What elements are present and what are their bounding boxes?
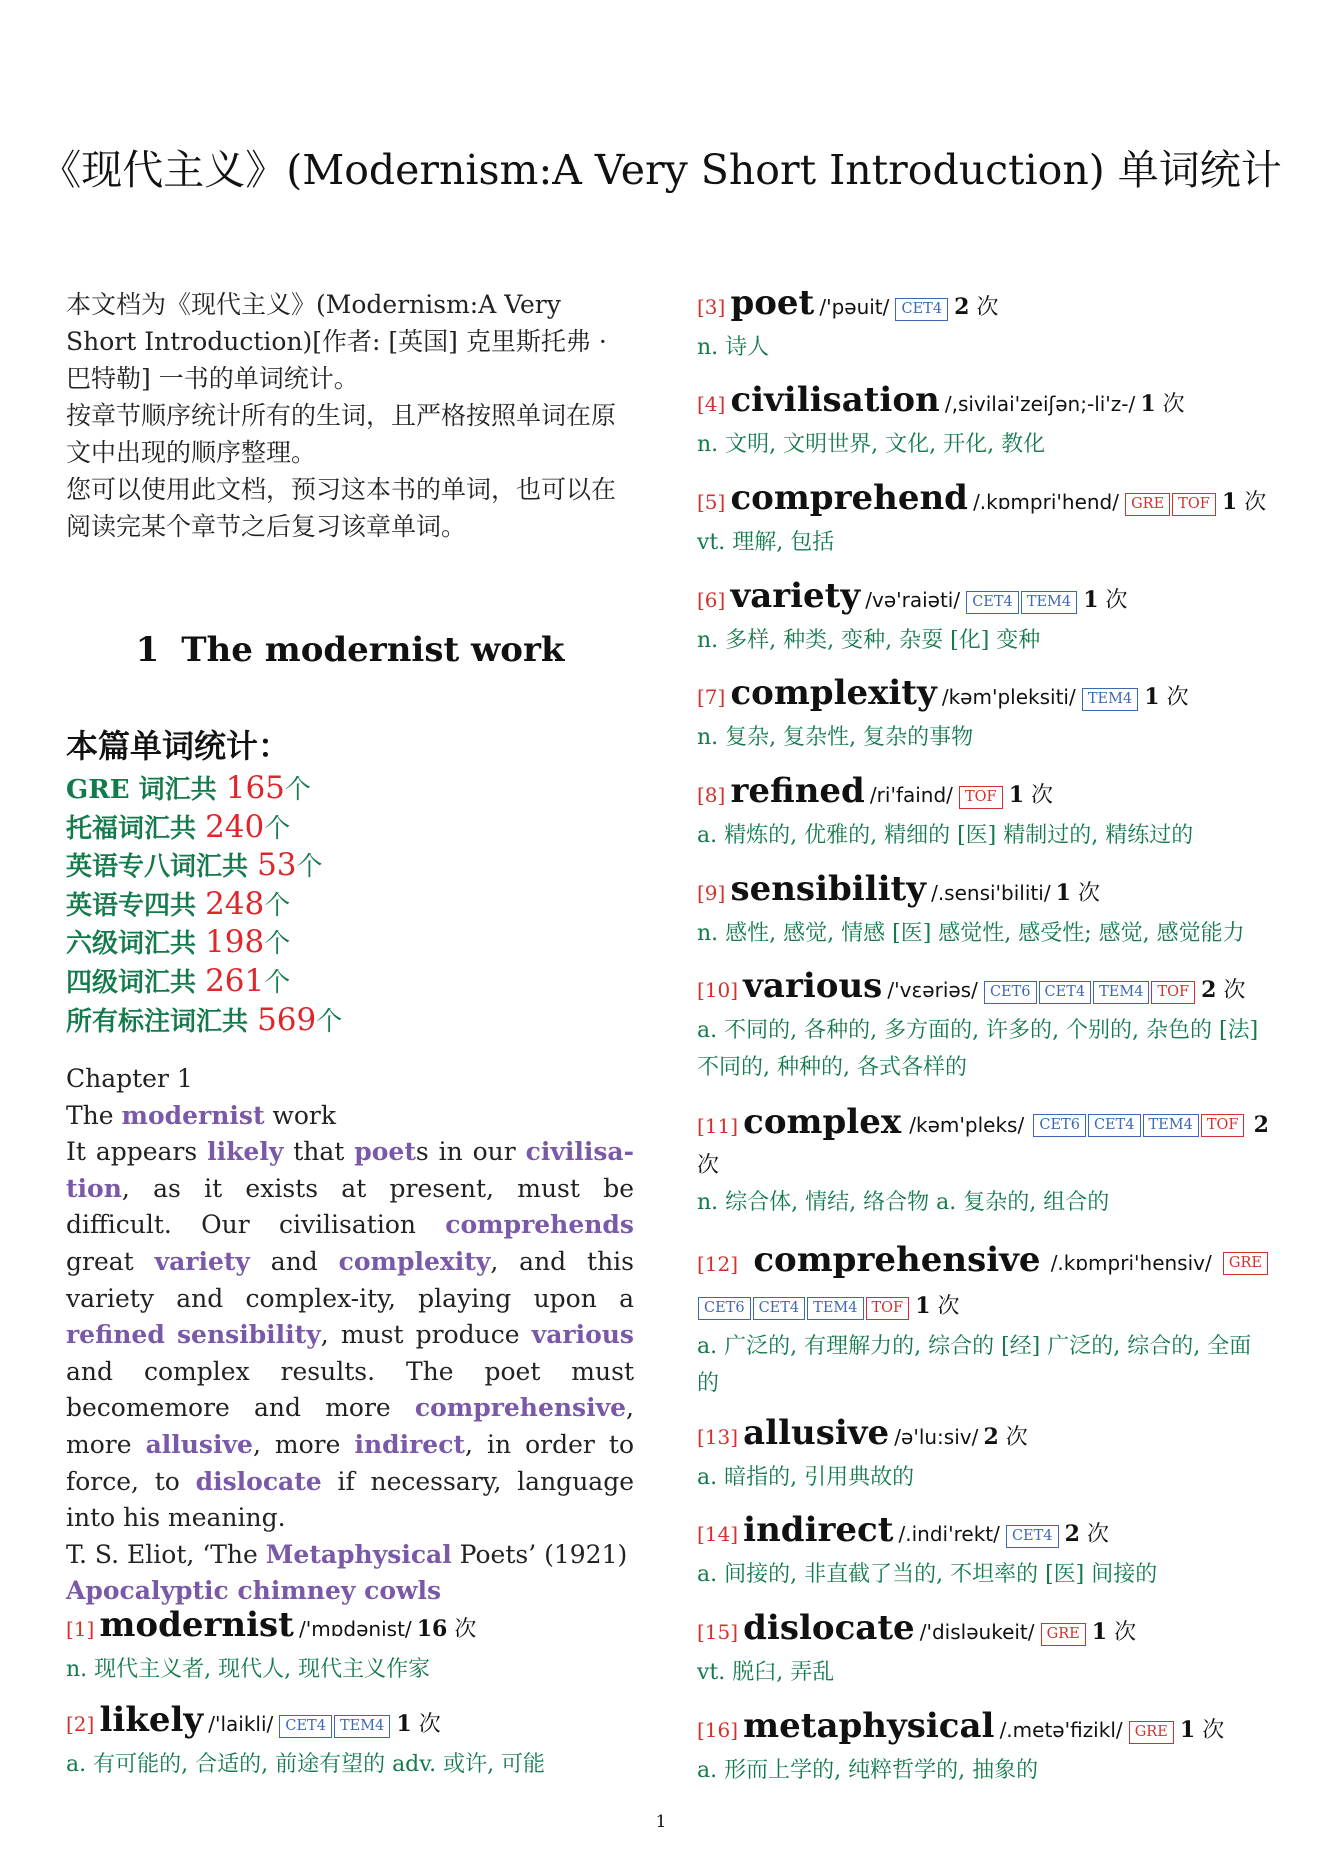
entry-definition: a. 有可能的, 合适的, 前途有望的 adv. 或许, 可能 xyxy=(66,1752,546,1777)
stat-row-toefl: 托福词汇共 240个 xyxy=(66,808,291,845)
entry-count: 1 xyxy=(1091,1619,1108,1645)
chapter-passage xyxy=(66,1061,634,1610)
entry-definition: n. 诗人 xyxy=(697,335,770,360)
entry-phonetic: /və'raiəti/ xyxy=(865,588,961,612)
chapter-heading xyxy=(66,625,634,675)
entry-index: [3] xyxy=(697,295,726,319)
entry-word: metaphysical xyxy=(743,1706,995,1746)
entry-count: 16 xyxy=(416,1616,448,1642)
entry-word: various xyxy=(743,966,883,1006)
tag-badge: GRE xyxy=(1125,493,1170,516)
intro-paragraph-3: 您可以使用此文档，预习这本书的单词，也可以在阅读完某个章节之后复习该章单词。 xyxy=(66,475,617,541)
entry-index: [13] xyxy=(697,1425,739,1449)
entry-word: comprehend xyxy=(730,478,968,518)
tag-badge: CET6 xyxy=(698,1297,751,1320)
entry-count: 1 xyxy=(1083,587,1099,613)
entry-definition: vt. 脱臼, 弄乱 xyxy=(697,1660,835,1685)
entry-index: [6] xyxy=(697,588,726,612)
entry-definition: n. 感性, 感觉, 情感 [医] 感觉性, 感受性; 感觉, 感觉能力 xyxy=(697,921,1245,946)
vocab-entry: [3] poet /'pəuit/ CET4 2 次 n. 诗人 xyxy=(697,283,1269,366)
intro-paragraph-2: 按章节顺序统计所有的生词，且严格按照单词在原文中出现的顺序整理。 xyxy=(66,401,617,467)
entry-phonetic: /.metə'fizikl/ xyxy=(999,1718,1123,1742)
tag-badge: TEM4 xyxy=(1143,1114,1199,1137)
entry-index: [9] xyxy=(697,881,726,905)
tag-badge: CET4 xyxy=(895,298,948,321)
entry-word: variety xyxy=(730,576,861,616)
entry-word: refined xyxy=(730,771,865,811)
stat-row-tem8: 英语专八词汇共 53个 xyxy=(66,847,323,884)
page-number: 1 xyxy=(655,1812,667,1832)
tag-badge: CET4 xyxy=(753,1297,806,1320)
entry-phonetic: /'pəuit/ xyxy=(819,295,890,319)
entry-phonetic: /ri'faind/ xyxy=(869,783,953,807)
word-statistics xyxy=(66,722,634,1040)
entry-index: [12] xyxy=(697,1252,739,1276)
vocab-entry: [8] refined /ri'faind/ TOF 1 次 a. 精炼的, 优雅的, 精细的 [医] 精制过的, 精练过的 xyxy=(697,771,1269,854)
vocab-entry: [16] metaphysical /.metə'fizikl/ GRE 1 次 a. 形而上学的, 纯粹哲学的, 抽象的 xyxy=(697,1706,1269,1789)
vocab-entry: [2] likely /'laikli/ CET4 TEM4 1 次 a. 有可能的, 合适的, 前途有望的 adv. 或许, 可能 xyxy=(66,1700,634,1783)
entry-definition: a. 形而上学的, 纯粹哲学的, 抽象的 xyxy=(697,1758,1039,1783)
vocab-entry: [13] allusive /ə'lu:siv/ 2 次 a. 暗指的, 引用典故的 xyxy=(697,1413,1269,1496)
tag-badge: TOF xyxy=(959,786,1003,809)
vocab-entry: [4] civilisation /,sivilai'zeiʃən;-li'z-/ 1 次 n. 文明, 文明世界, 文化, 开化, 教化 xyxy=(697,380,1269,463)
entry-index: [15] xyxy=(697,1620,739,1644)
intro-text xyxy=(66,286,634,545)
entry-definition: n. 多样, 种类, 变种, 杂耍 [化] 变种 xyxy=(697,628,1041,653)
entry-index: [1] xyxy=(66,1617,95,1641)
tag-badge: CET4 xyxy=(1006,1525,1059,1548)
tag-badge: CET4 xyxy=(1039,981,1092,1004)
entry-phonetic: /.kɒmpri'hensiv/ xyxy=(1050,1251,1212,1275)
vocab-entry: [14] indirect /.indi'rekt/ CET4 2 次 a. 间接的, 非直截了当的, 不坦率的 [医] 间接的 xyxy=(697,1510,1269,1593)
entry-definition: a. 不同的, 各种的, 多方面的, 许多的, 个别的, 杂色的 [法] 不同的, 种种的, 各式各样的 xyxy=(697,1018,1259,1080)
intro-paragraph-1: 本文档为《现代主义》(Modernism:A Very Short Introduction)[作者: [英国] 克里斯托弗 · 巴特勒] 一书的单词统计。 xyxy=(66,290,607,393)
stat-row-tem4: 英语专四共 248个 xyxy=(66,885,291,922)
entry-count: 1 xyxy=(1144,684,1160,710)
entry-phonetic: /,sivilai'zeiʃən;-li'z-/ xyxy=(944,392,1136,416)
tag-badge: GRE xyxy=(1041,1623,1086,1646)
entry-definition: a. 精炼的, 优雅的, 精细的 [医] 精制过的, 精练过的 xyxy=(697,823,1194,848)
entry-definition: n. 综合体, 情结, 络合物 a. 复杂的, 组合的 xyxy=(697,1190,1110,1215)
passage-quote: It appears likely that poets in our civilisa-tion, as it exists at present, must be difficult. Our civilisation comprehends great variety and complexity, and this variety and complex-ity, playing upon a refined sensibility, must produce various and complex results. The poet must becomemore and more comprehensive, more allusive, more indirect, in order to force, to dislocate if necessary, language into his meaning. xyxy=(66,1137,635,1533)
entry-index: [16] xyxy=(697,1718,739,1742)
stat-row-cet6: 六级词汇共 198个 xyxy=(66,924,291,961)
entry-definition: a. 暗指的, 引用典故的 xyxy=(697,1465,915,1490)
entry-index: [14] xyxy=(697,1522,739,1546)
entry-definition: n. 文明, 文明世界, 文化, 开化, 教化 xyxy=(697,432,1046,457)
vocab-entry: [5] comprehend /.kɒmpri'hend/ GRE TOF 1 次 vt. 理解, 包括 xyxy=(697,478,1269,561)
entry-word: poet xyxy=(730,283,815,323)
entry-count: 1 xyxy=(396,1711,412,1737)
tag-badge: TEM4 xyxy=(1021,591,1077,614)
tag-badge: CET6 xyxy=(1033,1114,1086,1137)
entry-word: civilisation xyxy=(730,380,940,420)
entry-index: [10] xyxy=(697,978,739,1002)
entry-count: 2 xyxy=(1201,977,1217,1003)
entry-count: 1 xyxy=(1179,1717,1196,1743)
entry-phonetic: /kəm'pleksiti/ xyxy=(941,685,1076,709)
entry-word: indirect xyxy=(743,1510,894,1550)
chapter-title: The modernist work xyxy=(181,630,565,670)
entry-definition: n. 现代主义者, 现代人, 现代主义作家 xyxy=(66,1657,431,1682)
entry-word: complex xyxy=(743,1102,902,1142)
passage-subheading: Apocalyptic chimney cowls xyxy=(66,1576,442,1606)
entry-index: [4] xyxy=(697,392,726,416)
entry-index: [2] xyxy=(66,1712,95,1736)
tag-badge: CET4 xyxy=(279,1715,332,1738)
entry-index: [11] xyxy=(697,1114,739,1138)
vocab-entry: [9] sensibility /.sensi'biliti/ 1 次 n. 感性, 感觉, 情感 [医] 感觉性, 感受性; 感觉, 感觉能力 xyxy=(697,869,1269,952)
entry-definition: a. 广泛的, 有理解力的, 综合的 [经] 广泛的, 综合的, 全面的 xyxy=(697,1334,1252,1396)
entry-count: 2 xyxy=(983,1424,999,1450)
tag-badge: GRE xyxy=(1223,1252,1268,1275)
entry-phonetic: /'vεəriəs/ xyxy=(887,978,978,1002)
entry-count: 2 xyxy=(954,294,970,320)
tag-badge: TEM4 xyxy=(1082,688,1138,711)
chapter-number: 1 xyxy=(135,630,160,670)
passage-citation: T. S. Eliot, ‘The Metaphysical Poets’ (1921) xyxy=(66,1539,628,1569)
entry-word: modernist xyxy=(99,1605,294,1645)
entry-word: sensibility xyxy=(730,869,926,909)
entry-word: dislocate xyxy=(743,1608,915,1648)
entry-word: likely xyxy=(99,1700,204,1740)
entry-phonetic: /kəm'pleks/ xyxy=(909,1113,1025,1137)
entry-phonetic: /'mɒdənist/ xyxy=(299,1617,412,1641)
entry-definition: a. 间接的, 非直截了当的, 不坦率的 [医] 间接的 xyxy=(697,1562,1158,1587)
stats-heading: 本篇单词统计： xyxy=(66,727,291,765)
entry-word: comprehensive xyxy=(753,1240,1041,1280)
entry-word: allusive xyxy=(743,1413,890,1453)
vocab-entry: [12] comprehensive /.kɒmpri'hensiv/ GRE CET6 CET4 TEM4 TOF 1 次 a. 广泛的, 有理解力的, 综合的 [经] 广泛的, 综合的, 全面的 xyxy=(697,1240,1269,1402)
vocab-entry: [15] dislocate /'disləukeit/ GRE 1 次 vt. 脱臼, 弄乱 xyxy=(697,1608,1269,1691)
entry-phonetic: /.indi'rekt/ xyxy=(898,1522,1000,1546)
tag-badge: TEM4 xyxy=(1093,981,1149,1004)
entry-count: 1 xyxy=(1140,391,1156,417)
tag-badge: CET4 xyxy=(1088,1114,1141,1137)
vocab-entry: [6] variety /və'raiəti/ CET4 TEM4 1 次 n. 多样, 种类, 变种, 杂耍 [化] 变种 xyxy=(697,576,1269,659)
tag-badge: TEM4 xyxy=(334,1715,390,1738)
tag-badge: TOF xyxy=(1151,981,1195,1004)
vocab-entry xyxy=(697,1102,1269,1221)
vocab-entry: [10] various /'vεəriəs/ CET6 CET4 TEM4 TOF 2 次 a. 不同的, 各种的, 多方面的, 许多的, 个别的, 杂色的 [法] 不同的, 种种的, 各式各样的 xyxy=(697,966,1269,1086)
passage-chapter-label: Chapter 1 xyxy=(66,1064,193,1093)
vocab-entry: [1] modernist /'mɒdənist/ 16 次 n. 现代主义者, 现代人, 现代主义作家 xyxy=(66,1605,634,1688)
entry-word: complexity xyxy=(730,673,937,713)
tag-badge: TOF xyxy=(1172,493,1216,516)
entry-phonetic: /'disləukeit/ xyxy=(919,1620,1035,1644)
entry-index: [8] xyxy=(697,783,726,807)
entry-phonetic: /'laikli/ xyxy=(208,1712,274,1736)
stat-row-gre: GRE 词汇共 165个 xyxy=(66,770,311,806)
entry-phonetic: /.sensi'biliti/ xyxy=(931,881,1051,905)
tag-badge: CET6 xyxy=(984,981,1037,1004)
entry-count: 2 xyxy=(1253,1111,1269,1138)
stat-row-all: 所有标注词汇共 569个 xyxy=(66,1001,343,1038)
entry-times: 次 xyxy=(697,1153,720,1178)
passage-chapter-title: The modernist work xyxy=(66,1100,337,1130)
entry-definition: vt. 理解, 包括 xyxy=(697,530,835,555)
vocab-entry: [7] complexity /kəm'pleksiti/ TEM4 1 次 n. 复杂, 复杂性, 复杂的事物 xyxy=(697,673,1269,756)
tag-badge: CET4 xyxy=(966,591,1019,614)
entry-count: 1 xyxy=(1055,880,1071,906)
tag-badge: TOF xyxy=(866,1297,910,1320)
entry-phonetic: /.kɒmpri'hend/ xyxy=(973,490,1119,514)
entry-count: 1 xyxy=(915,1293,931,1319)
entry-count: 1 xyxy=(1221,489,1238,515)
tag-badge: GRE xyxy=(1129,1721,1174,1744)
entry-count: 1 xyxy=(1008,782,1025,808)
tag-badge: TOF xyxy=(1201,1114,1245,1137)
entry-count: 2 xyxy=(1064,1521,1080,1547)
entry-phonetic: /ə'lu:siv/ xyxy=(894,1425,979,1449)
tag-badge: TEM4 xyxy=(807,1297,863,1320)
entry-definition: n. 复杂, 复杂性, 复杂的事物 xyxy=(697,725,974,750)
page-title: 《现代主义》(Modernism:A Very Short Introduction) 单词统计 xyxy=(40,146,1282,194)
entry-index: [7] xyxy=(697,685,726,709)
entry-index: [5] xyxy=(697,490,726,514)
stat-row-cet4: 四级词汇共 261个 xyxy=(66,962,291,999)
